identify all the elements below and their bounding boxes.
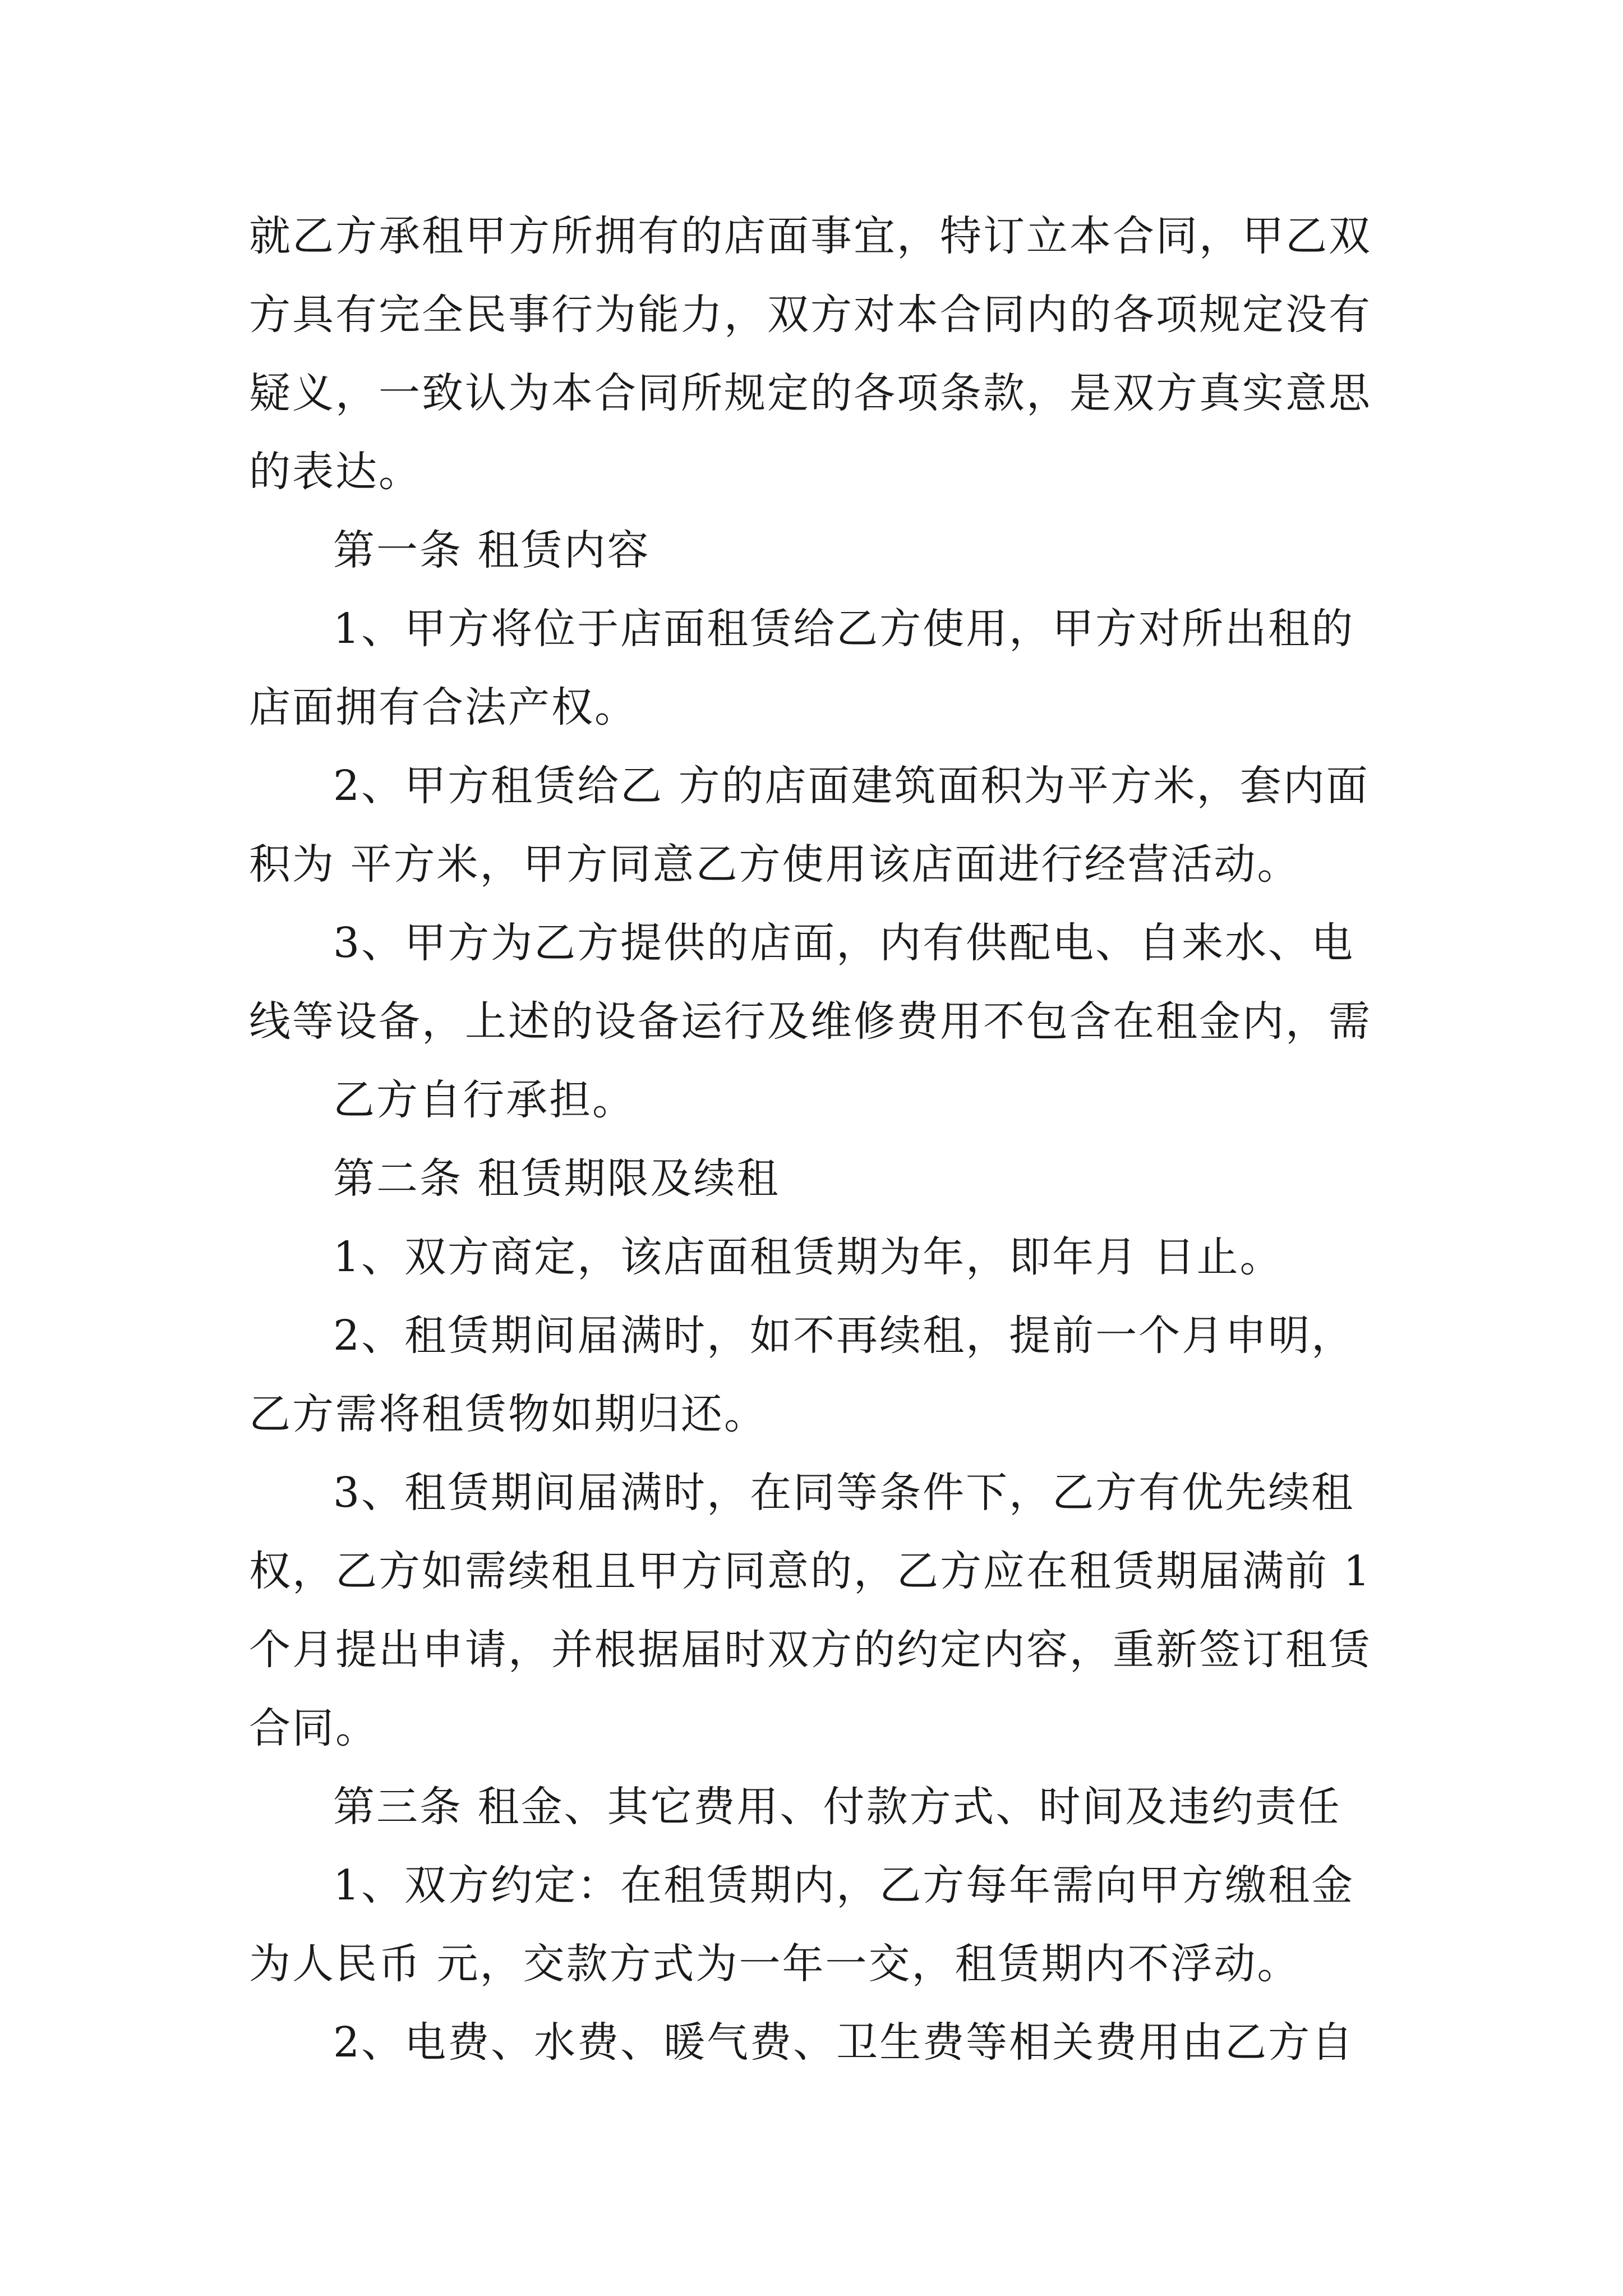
text-line: 疑义，一致认为本合同所规定的各项条款，是双方真实意思: [249, 369, 1372, 417]
text-line: 合同。: [249, 1704, 379, 1752]
text-line: 2、租赁期间届满时，如不再续租，提前一个月申明，: [333, 1312, 1355, 1360]
section-heading: 第二条 租赁期限及续租: [333, 1154, 780, 1203]
text-line: 积为 平方米，甲方同意乙方使用该店面进行经营活动。: [249, 840, 1301, 889]
section-heading: 第三条 租金、其它费用、付款方式、时间及违约责任: [333, 1783, 1341, 1831]
text-line: 个月提出申请，并根据届时双方的约定内容，重新签订租赁: [249, 1626, 1372, 1674]
text-line: 3、甲方为乙方提供的店面，内有供配电、自来水、电: [333, 919, 1355, 967]
text-line: 方具有完全民事行为能力，双方对本合同内的各项规定没有: [249, 291, 1372, 339]
document-body: [249, 208, 1376, 2071]
text-line: 2、电费、水费、暖气费、卫生费等相关费用由乙方自: [333, 2018, 1355, 2067]
text-line: 就乙方承租甲方所拥有的店面事宜，特订立本合同，甲乙双: [249, 212, 1372, 260]
text-line: 1、双方商定，该店面租赁期为年，即年月 日止。: [333, 1233, 1283, 1281]
text-line: 3、租赁期间届满时，在同等条件下，乙方有优先续租: [333, 1469, 1355, 1517]
section-heading: 第一条 租赁内容: [333, 526, 651, 574]
text-line: 1、双方约定：在租赁期内，乙方每年需向甲方缴租金: [333, 1861, 1355, 1910]
text-line: 乙方需将租赁物如期归还。: [249, 1390, 767, 1438]
text-line: 2、甲方租赁给乙 方的店面建筑面积为平方米，套内面: [333, 762, 1370, 810]
text-line: 的表达。: [249, 448, 422, 496]
text-line: 1、甲方将位于店面租赁给乙方使用，甲方对所出租的: [333, 605, 1355, 653]
text-line: 为人民币 元，交款方式为一年一交，租赁期内不浮动。: [249, 1940, 1301, 1988]
text-line: 店面拥有合法产权。: [249, 683, 638, 731]
text-line: 权，乙方如需续租且甲方同意的，乙方应在租赁期届满前 1: [249, 1547, 1372, 1595]
text-line: 乙方自行承担。: [333, 1076, 635, 1124]
text-line: 线等设备，上述的设备运行及维修费用不包含在租金内，需: [249, 997, 1372, 1046]
